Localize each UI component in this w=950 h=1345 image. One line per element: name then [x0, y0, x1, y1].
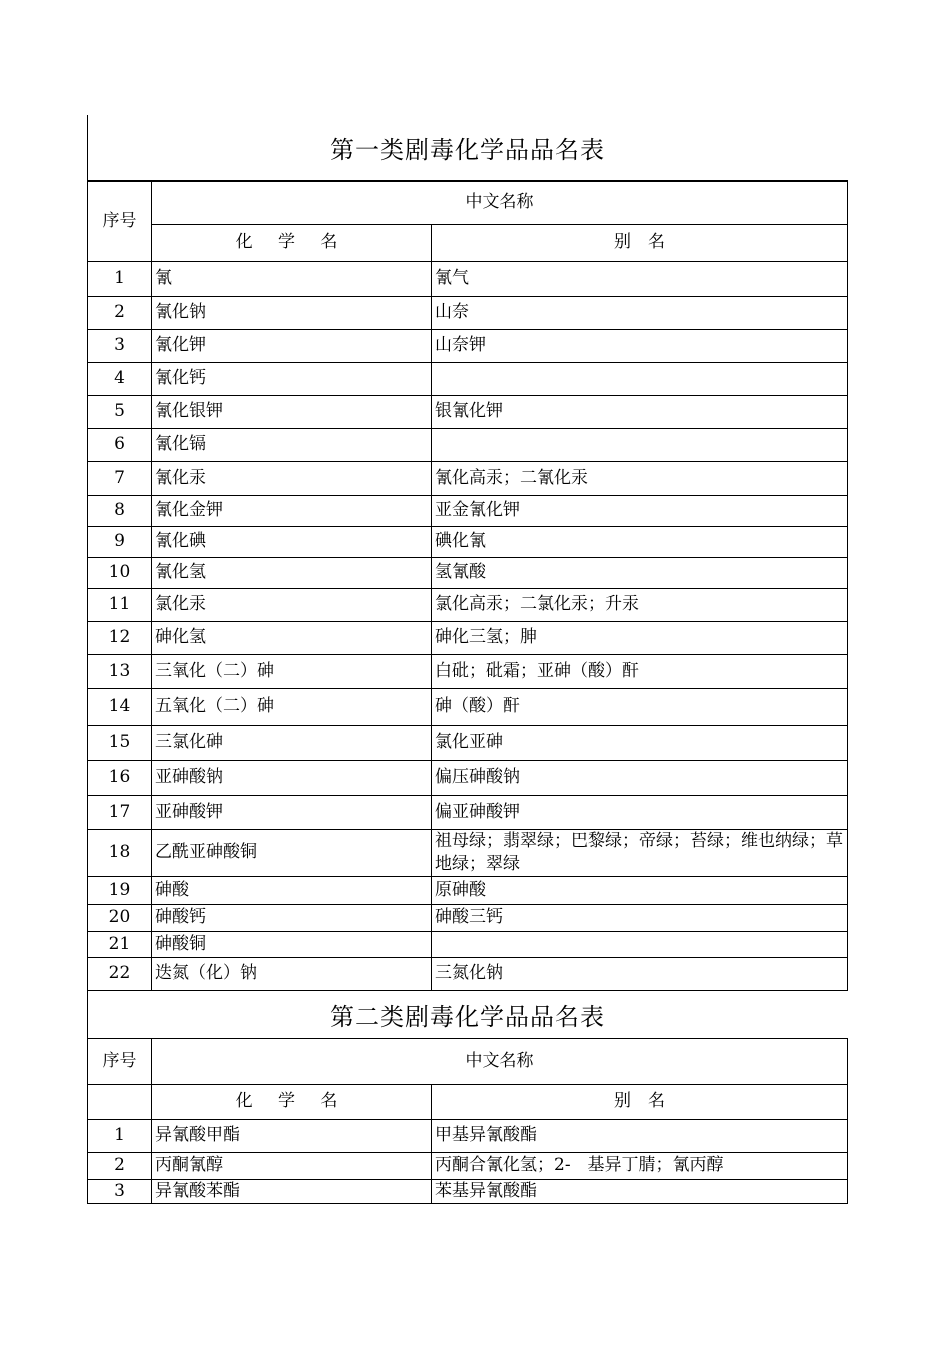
table-row — [88, 588, 848, 621]
table-row — [88, 904, 848, 931]
chem-name-cell: 砷酸钙 — [152, 904, 432, 931]
table1-subheader-row — [88, 224, 848, 261]
alias-cell: 砷化三氢；胂 — [432, 621, 848, 654]
table1 — [87, 180, 848, 991]
row-number: 7 — [88, 461, 152, 495]
table1-header-row — [88, 181, 848, 224]
chem-name-cell: 三氧化（二）砷 — [152, 654, 432, 688]
row-number: 9 — [88, 526, 152, 557]
alias-cell: 亚金氰化钾 — [432, 495, 848, 526]
alias-cell: 山奈钾 — [432, 329, 848, 362]
alias-cell: 砷（酸）酐 — [432, 688, 848, 725]
table-row — [88, 261, 848, 296]
row-number: 20 — [88, 904, 152, 931]
table-row — [88, 296, 848, 329]
chem-name-cell: 异氰酸苯酯 — [152, 1179, 432, 1203]
row-number: 16 — [88, 760, 152, 795]
cn-name-header: 中文名称 — [152, 181, 848, 224]
chem-name-cell: 异氰酸甲酯 — [152, 1119, 432, 1152]
chem-name-cell: 迭氮（化）钠 — [152, 957, 432, 990]
alias-cell: 山奈 — [432, 296, 848, 329]
chem-name-cell: 砷化氢 — [152, 621, 432, 654]
table-row — [88, 876, 848, 904]
table-row — [88, 931, 848, 957]
row-number: 17 — [88, 795, 152, 829]
table-row — [88, 362, 848, 395]
row-number: 3 — [88, 329, 152, 362]
row-number: 1 — [88, 261, 152, 296]
chem-name-cell: 氰化钾 — [152, 329, 432, 362]
table-row — [88, 395, 848, 428]
chem-name-cell: 氰化汞 — [152, 461, 432, 495]
chem-name-cell: 氰化碘 — [152, 526, 432, 557]
alias-header: 别 名 — [432, 224, 848, 261]
chem-name-cell: 乙酰亚砷酸铜 — [152, 829, 432, 876]
alias-cell: 白砒；砒霜；亚砷（酸）酐 — [432, 654, 848, 688]
chem-name-cell: 氰化钠 — [152, 296, 432, 329]
alias-cell: 银氰化钾 — [432, 395, 848, 428]
alias-cell: 丙酮合氰化氢；2- 基异丁腈；氰丙醇 — [432, 1152, 848, 1179]
chem-name-cell: 氰化氢 — [152, 557, 432, 588]
table-row — [88, 1179, 848, 1203]
row-number: 2 — [88, 1152, 152, 1179]
table2-title: 第二类剧毒化学品品名表 — [330, 1002, 605, 1031]
chem-name-cell: 氰化镉 — [152, 428, 432, 461]
table-row — [88, 428, 848, 461]
row-number: 8 — [88, 495, 152, 526]
table1-title-cell — [87, 115, 847, 180]
table-row — [88, 557, 848, 588]
alias-cell: 氯化亚砷 — [432, 725, 848, 760]
table-row — [88, 725, 848, 760]
chem-name-header: 化 学 名 — [152, 224, 432, 261]
row-number: 4 — [88, 362, 152, 395]
chem-name-cell: 氰化金钾 — [152, 495, 432, 526]
alias-cell: 砷酸三钙 — [432, 904, 848, 931]
table-row — [88, 526, 848, 557]
spreadsheet — [87, 115, 847, 1204]
row-number: 15 — [88, 725, 152, 760]
alias-cell: 氢氰酸 — [432, 557, 848, 588]
row-number: 12 — [88, 621, 152, 654]
table-row — [88, 688, 848, 725]
alias-cell: 氰气 — [432, 261, 848, 296]
row-number: 13 — [88, 654, 152, 688]
chem-name-cell: 砷酸 — [152, 876, 432, 904]
table-row — [88, 461, 848, 495]
table-row — [88, 495, 848, 526]
row-number: 2 — [88, 296, 152, 329]
table-row — [88, 795, 848, 829]
alias-header: 别 名 — [432, 1084, 848, 1119]
row-number: 11 — [88, 588, 152, 621]
chem-name-cell: 氰化钙 — [152, 362, 432, 395]
row-number: 19 — [88, 876, 152, 904]
alias-cell: 氰化高汞；二氰化汞 — [432, 461, 848, 495]
chem-name-header: 化 学 名 — [152, 1084, 432, 1119]
table-row — [88, 1119, 848, 1152]
row-number: 1 — [88, 1119, 152, 1152]
row-number: 10 — [88, 557, 152, 588]
table-row — [88, 760, 848, 795]
alias-cell: 碘化氰 — [432, 526, 848, 557]
alias-cell — [432, 931, 848, 957]
table-row — [88, 1152, 848, 1179]
chem-name-cell: 亚砷酸钾 — [152, 795, 432, 829]
table2-subheader-row — [88, 1084, 848, 1119]
row-number: 6 — [88, 428, 152, 461]
row-number: 5 — [88, 395, 152, 428]
table2-header-row — [88, 1038, 848, 1084]
seq-header: 序号 — [88, 181, 152, 261]
table-row — [88, 829, 848, 876]
alias-cell: 氯化高汞；二氯化汞；升汞 — [432, 588, 848, 621]
alias-cell: 偏亚砷酸钾 — [432, 795, 848, 829]
empty-cell — [88, 1084, 152, 1119]
cn-name-header: 中文名称 — [152, 1038, 848, 1084]
row-number: 21 — [88, 931, 152, 957]
alias-cell: 苯基异氰酸酯 — [432, 1179, 848, 1203]
chem-name-cell: 氯化汞 — [152, 588, 432, 621]
chem-name-cell: 丙酮氰醇 — [152, 1152, 432, 1179]
chem-name-cell: 氰 — [152, 261, 432, 296]
row-number: 14 — [88, 688, 152, 725]
chem-name-cell: 亚砷酸钠 — [152, 760, 432, 795]
alias-cell — [432, 362, 848, 395]
table-row — [88, 621, 848, 654]
table-row — [88, 957, 848, 990]
chem-name-cell: 氰化银钾 — [152, 395, 432, 428]
table-row — [88, 329, 848, 362]
seq-header: 序号 — [88, 1038, 152, 1084]
chem-name-cell: 砷酸铜 — [152, 931, 432, 957]
alias-cell — [432, 428, 848, 461]
table-row — [88, 654, 848, 688]
alias-cell: 甲基异氰酸酯 — [432, 1119, 848, 1152]
alias-cell: 原砷酸 — [432, 876, 848, 904]
alias-cell: 祖母绿；翡翠绿；巴黎绿；帝绿；苔绿；维也纳绿；草地绿；翠绿 — [432, 829, 848, 876]
row-number: 18 — [88, 829, 152, 876]
alias-cell: 偏压砷酸钠 — [432, 760, 848, 795]
row-number: 3 — [88, 1179, 152, 1203]
chem-name-cell: 五氧化（二）砷 — [152, 688, 432, 725]
row-number: 22 — [88, 957, 152, 990]
table1-title: 第一类剧毒化学品品名表 — [330, 136, 605, 164]
table2 — [87, 1038, 848, 1204]
table2-title-cell — [87, 991, 847, 1038]
alias-cell: 三氮化钠 — [432, 957, 848, 990]
chem-name-cell: 三氯化砷 — [152, 725, 432, 760]
